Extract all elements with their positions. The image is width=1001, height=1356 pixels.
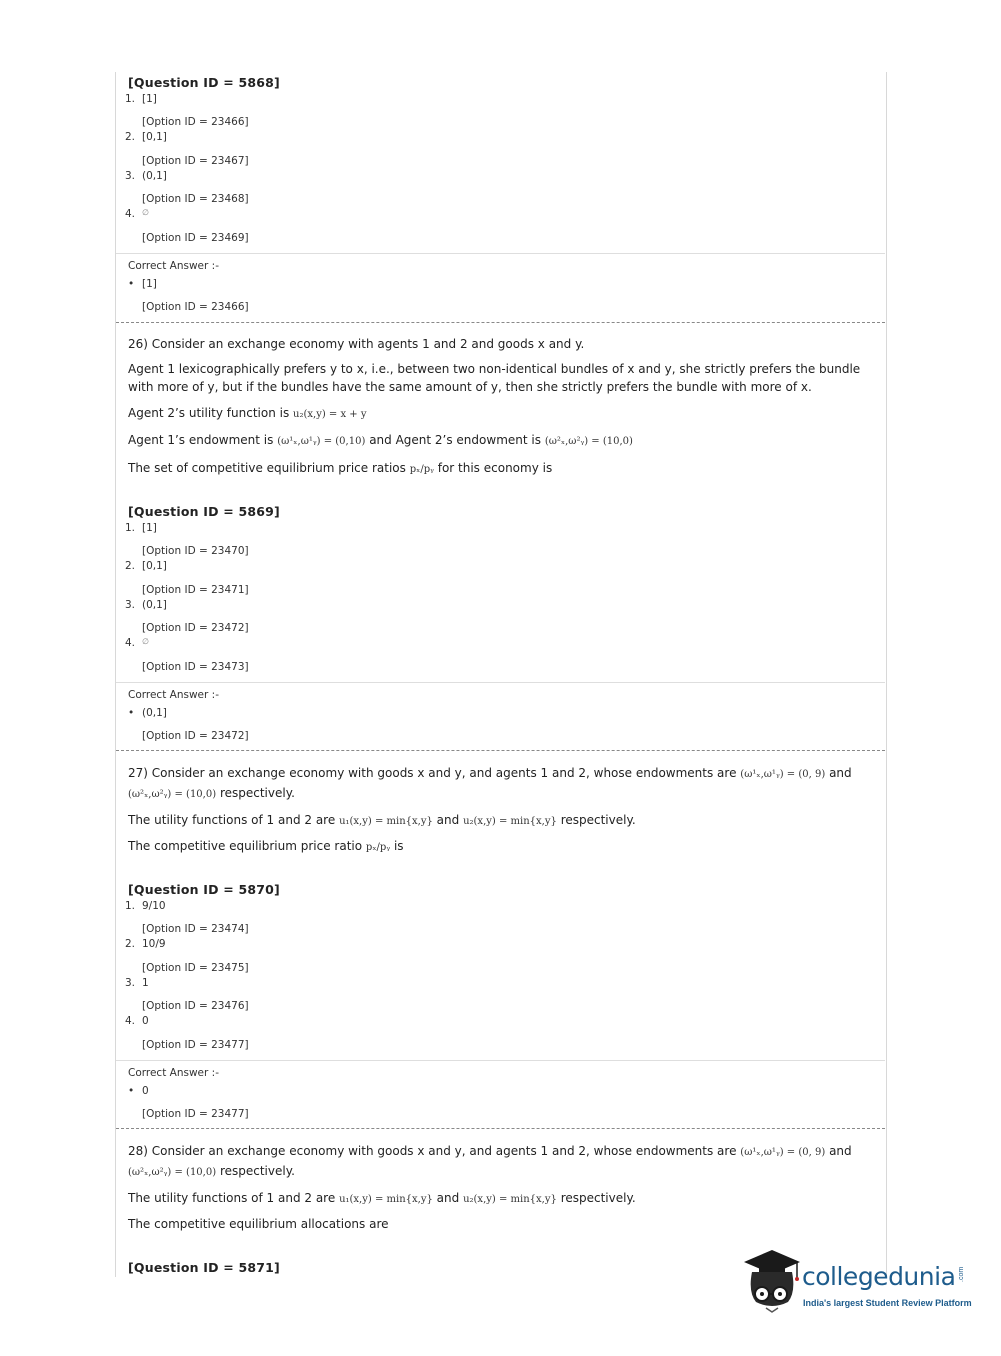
option-number: 1. (125, 900, 136, 912)
text: and (436, 813, 460, 827)
divider (116, 253, 885, 254)
correct-answer-label: Correct Answer :- (128, 1067, 219, 1079)
option-text: [0,1] (142, 131, 167, 143)
question-id: [Question ID = 5868] (128, 75, 280, 90)
correct-answer-text: (0,1] (142, 707, 167, 719)
option-id: [Option ID = 23470] (142, 545, 249, 557)
option-id: [Option ID = 23475] (142, 962, 249, 974)
option-number: 1. (125, 93, 136, 105)
question-id: [Question ID = 5871] (128, 1260, 280, 1275)
option-id: [Option ID = 23469] (142, 232, 249, 244)
correct-option-id: [Option ID = 23472] (142, 730, 249, 742)
option-text: 0 (142, 1015, 149, 1027)
option-number: 1. (125, 522, 136, 534)
text: respectively. (560, 1191, 636, 1205)
correct-option-id: [Option ID = 23466] (142, 301, 249, 313)
option-number: 2. (125, 938, 136, 950)
option-text: 1 (142, 977, 149, 989)
question-paragraph (128, 433, 633, 447)
math-expression: (ω²ₓ,ω²ᵧ) = (10,0) (128, 789, 217, 800)
math-expression: u₁(x,y) = min{x,y} (339, 816, 433, 827)
option-number: 3. (125, 170, 136, 182)
option-id: [Option ID = 23466] (142, 116, 249, 128)
option-text: (0,1] (142, 170, 167, 182)
option-text: [1] (142, 93, 157, 105)
question-paragraph: The competitive equilibrium allocations are (128, 1217, 389, 1231)
question-paragraph: with more of y, but if the bundles have the same amount of y, then she strictly prefers the bundle with more of x. (128, 380, 812, 394)
question-heading (128, 766, 852, 780)
divider (116, 1060, 885, 1061)
bullet: • (128, 278, 135, 290)
correct-answer-label: Correct Answer :- (128, 260, 219, 272)
correct-option-id: [Option ID = 23477] (142, 1108, 249, 1120)
divider (116, 682, 885, 683)
option-id: [Option ID = 23476] (142, 1000, 249, 1012)
math-expression: (ω²ₓ,ω²ᵧ) = (10,0) (128, 1167, 217, 1178)
question-heading-cont (128, 1164, 295, 1178)
text: The set of competitive equilibrium price ratios (128, 461, 406, 475)
math-expression: u₁(x,y) = min{x,y} (339, 1194, 433, 1205)
math-expression: pₓ/pᵧ (365, 842, 391, 853)
question-separator (116, 750, 885, 751)
brand-domain: .com (958, 1266, 965, 1282)
option-id: [Option ID = 23467] (142, 155, 249, 167)
text: Agent 1’s endowment is (128, 433, 274, 447)
mascot-icon (742, 1248, 800, 1314)
math-expression: (ω¹ₓ,ω¹ᵧ) = (0, 9) (740, 1147, 826, 1158)
question-separator (116, 322, 885, 323)
math-expression: u₂(x,y) = x + y (293, 409, 367, 420)
question-paragraph (128, 839, 404, 853)
option-id: [Option ID = 23477] (142, 1039, 249, 1051)
option-text: ∅ (142, 208, 149, 217)
text: The utility functions of 1 and 2 are (128, 813, 336, 827)
option-number: 4. (125, 208, 136, 220)
option-text: 9/10 (142, 900, 166, 912)
option-text: ∅ (142, 637, 149, 646)
text: is (393, 839, 404, 853)
text: 28) Consider an exchange economy with goods x and y, and agents 1 and 2, whose endowments are (128, 1144, 737, 1158)
option-text: [1] (142, 522, 157, 534)
text: for this economy is (437, 461, 553, 475)
option-id: [Option ID = 23474] (142, 923, 249, 935)
option-id: [Option ID = 23473] (142, 661, 249, 673)
math-expression: u₂(x,y) = min{x,y} (463, 1194, 557, 1205)
question-paragraph (128, 406, 367, 420)
option-id: [Option ID = 23468] (142, 193, 249, 205)
text: The utility functions of 1 and 2 are (128, 1191, 336, 1205)
option-number: 4. (125, 1015, 136, 1027)
question-paragraph (128, 813, 636, 827)
text: 27) Consider an exchange economy with goods x and y, and agents 1 and 2, whose endowments are (128, 766, 737, 780)
text: respectively. (219, 1164, 295, 1178)
question-paragraph (128, 1191, 636, 1205)
text: respectively. (219, 786, 295, 800)
math-expression: (ω¹ₓ,ω¹ᵧ) = (0, 9) (740, 769, 826, 780)
option-number: 2. (125, 131, 136, 143)
text: Agent 2’s utility function is (128, 406, 290, 420)
option-text: 10/9 (142, 938, 166, 950)
bullet: • (128, 1085, 135, 1097)
option-number: 2. (125, 560, 136, 572)
text: and (829, 1144, 852, 1158)
option-number: 4. (125, 637, 136, 649)
question-id: [Question ID = 5870] (128, 882, 280, 897)
math-expression: pₓ/pᵧ (409, 464, 434, 475)
question-separator (116, 1128, 885, 1129)
math-expression: (ω¹ₓ,ω¹ᵧ) = (0,10) (277, 436, 366, 447)
option-text: (0,1] (142, 599, 167, 611)
text: and (436, 1191, 460, 1205)
option-text: [0,1] (142, 560, 167, 572)
question-heading (128, 1144, 852, 1158)
brand-name: collegedunia (802, 1262, 956, 1291)
question-paragraph: Agent 1 lexicographically prefers y to x, i.e., between two non-identical bundles of x and y, she strictly prefers the bundle (128, 362, 861, 376)
text: The competitive equilibrium price ratio (128, 839, 363, 853)
option-id: [Option ID = 23471] (142, 584, 249, 596)
math-expression: (ω²ₓ,ω²ᵧ) = (10,0) (544, 436, 633, 447)
text: and (829, 766, 852, 780)
option-number: 3. (125, 977, 136, 989)
text: and Agent 2’s endowment is (369, 433, 541, 447)
correct-answer-text: 0 (142, 1085, 149, 1097)
bullet: • (128, 707, 135, 719)
option-id: [Option ID = 23472] (142, 622, 249, 634)
math-expression: u₂(x,y) = min{x,y} (463, 816, 557, 827)
question-paragraph (128, 461, 552, 475)
question-heading-cont (128, 786, 295, 800)
correct-answer-label: Correct Answer :- (128, 689, 219, 701)
text: respectively. (560, 813, 636, 827)
question-id: [Question ID = 5869] (128, 504, 280, 519)
option-number: 3. (125, 599, 136, 611)
question-heading: 26) Consider an exchange economy with agents 1 and 2 and goods x and y. (128, 337, 585, 351)
brand-tagline: India's largest Student Review Platform (803, 1298, 972, 1308)
correct-answer-text: [1] (142, 278, 157, 290)
